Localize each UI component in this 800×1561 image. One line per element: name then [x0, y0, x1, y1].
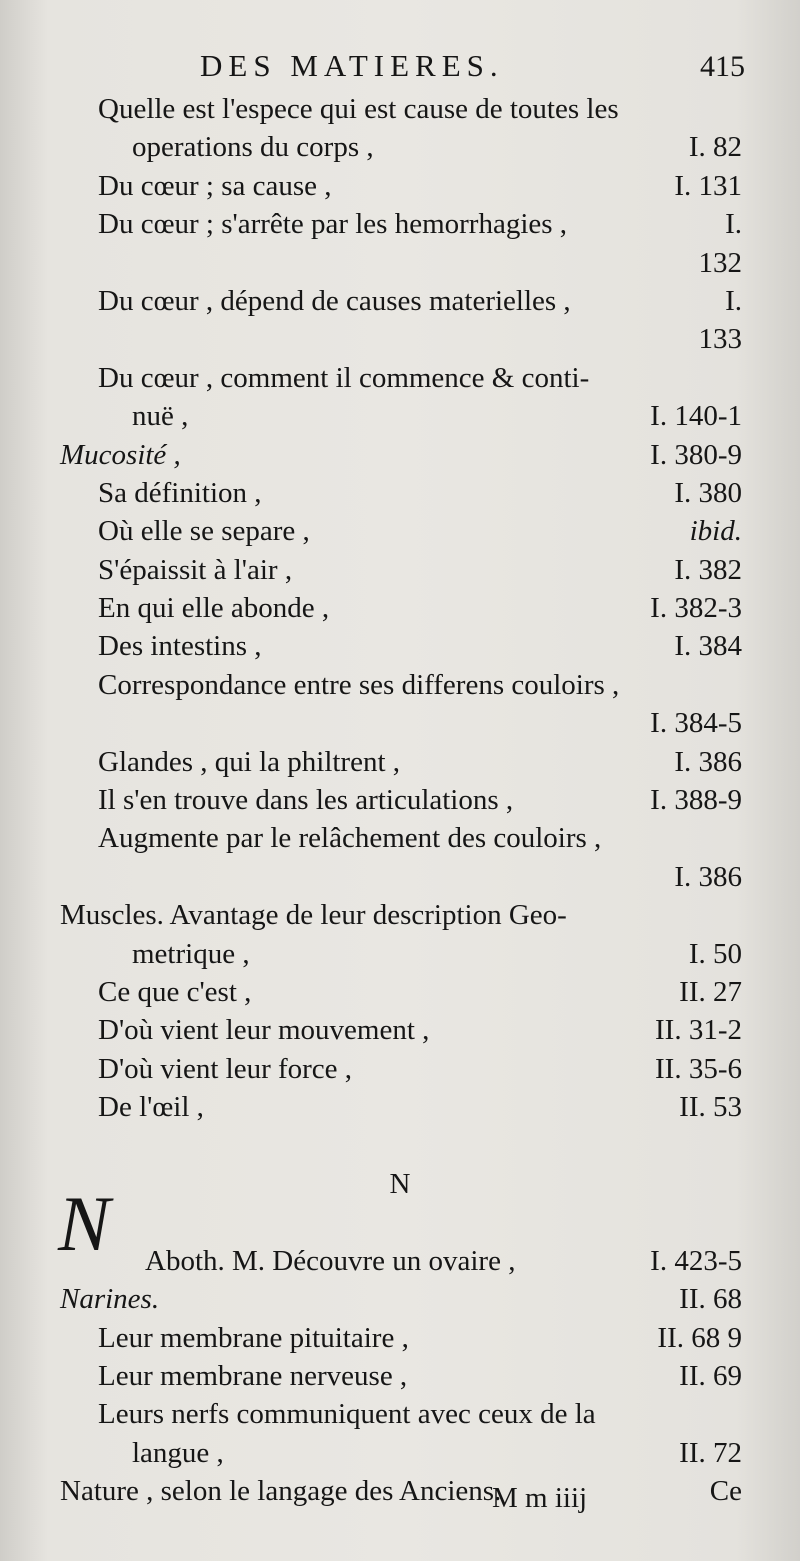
index-line: Correspondance entre ses differens couloirs ,: [98, 668, 620, 701]
section-letter: N: [389, 1167, 411, 1200]
index-line: En qui elle abonde , I. 382-3: [98, 592, 742, 625]
index-line: D'où vient leur mouvement , II. 31-2: [98, 1014, 742, 1047]
catchword: M m iiij: [492, 1482, 588, 1514]
index-line: Aboth. M. Découvre un ovaire , I. 423-5: [145, 1244, 742, 1277]
index-line: I. 384-5: [650, 707, 742, 740]
page-number: 415: [700, 50, 745, 83]
index-line: operations du corps , I. 82: [132, 131, 742, 164]
index-heading: Muscles. Avantage de leur description Geo-: [60, 899, 567, 932]
index-line: nuë , I. 140-1: [132, 400, 742, 433]
index-line: Du cœur , dépend de causes materielles , I.: [98, 284, 742, 317]
index-line: 132: [698, 246, 742, 279]
index-line: Leur membrane pituitaire , II. 68 9: [98, 1321, 742, 1354]
blank-line: [0, 1127, 800, 1165]
index-line: Glandes , qui la philtrent , I. 386: [98, 745, 742, 778]
index-line: I. 386: [674, 860, 742, 893]
index-line: Il s'en trouve dans les articulations , I. 388-9: [98, 784, 742, 817]
index-heading: Mucosité , I. 380-9: [60, 438, 742, 471]
index-line: Augmente par le relâchement des couloirs ,: [98, 822, 602, 855]
index-heading: Nature , selon le langage des Anciens. Ce: [60, 1475, 742, 1508]
index-entries: [0, 90, 800, 1510]
index-line: Des intestins , I. 384: [98, 630, 742, 663]
index-line: Du cœur ; s'arrête par les hemorrhagies , I.: [98, 208, 742, 241]
index-line: S'épaissit à l'air , I. 382: [98, 553, 742, 586]
index-line: Quelle est l'espece qui est cause de toutes les: [98, 93, 619, 125]
index-line: D'où vient leur force , II. 35-6: [98, 1052, 742, 1085]
index-line: De l'œil , II. 53: [98, 1091, 742, 1124]
drop-cap-letter: N: [58, 1180, 111, 1267]
index-line: Du cœur ; sa cause , I. 131: [98, 169, 742, 202]
index-heading: Narines. II. 68: [60, 1283, 742, 1316]
index-line: langue , II. 72: [132, 1436, 742, 1469]
running-title: DES MATIERES.: [200, 48, 504, 83]
index-line: Où elle se separe , ibid.: [98, 515, 742, 548]
blank-line: [0, 1203, 800, 1241]
index-line: Sa définition , I. 380: [98, 476, 742, 509]
running-header: [200, 48, 745, 92]
index-line: metrique , I. 50: [132, 937, 742, 970]
index-line: Ce que c'est , II. 27: [98, 975, 742, 1008]
index-line: Leurs nerfs communiquent avec ceux de la: [98, 1398, 596, 1431]
index-line: Leur membrane nerveuse , II. 69: [98, 1359, 742, 1392]
index-line: 133: [698, 323, 742, 356]
index-line: Du cœur , comment il commence & conti-: [98, 361, 590, 394]
